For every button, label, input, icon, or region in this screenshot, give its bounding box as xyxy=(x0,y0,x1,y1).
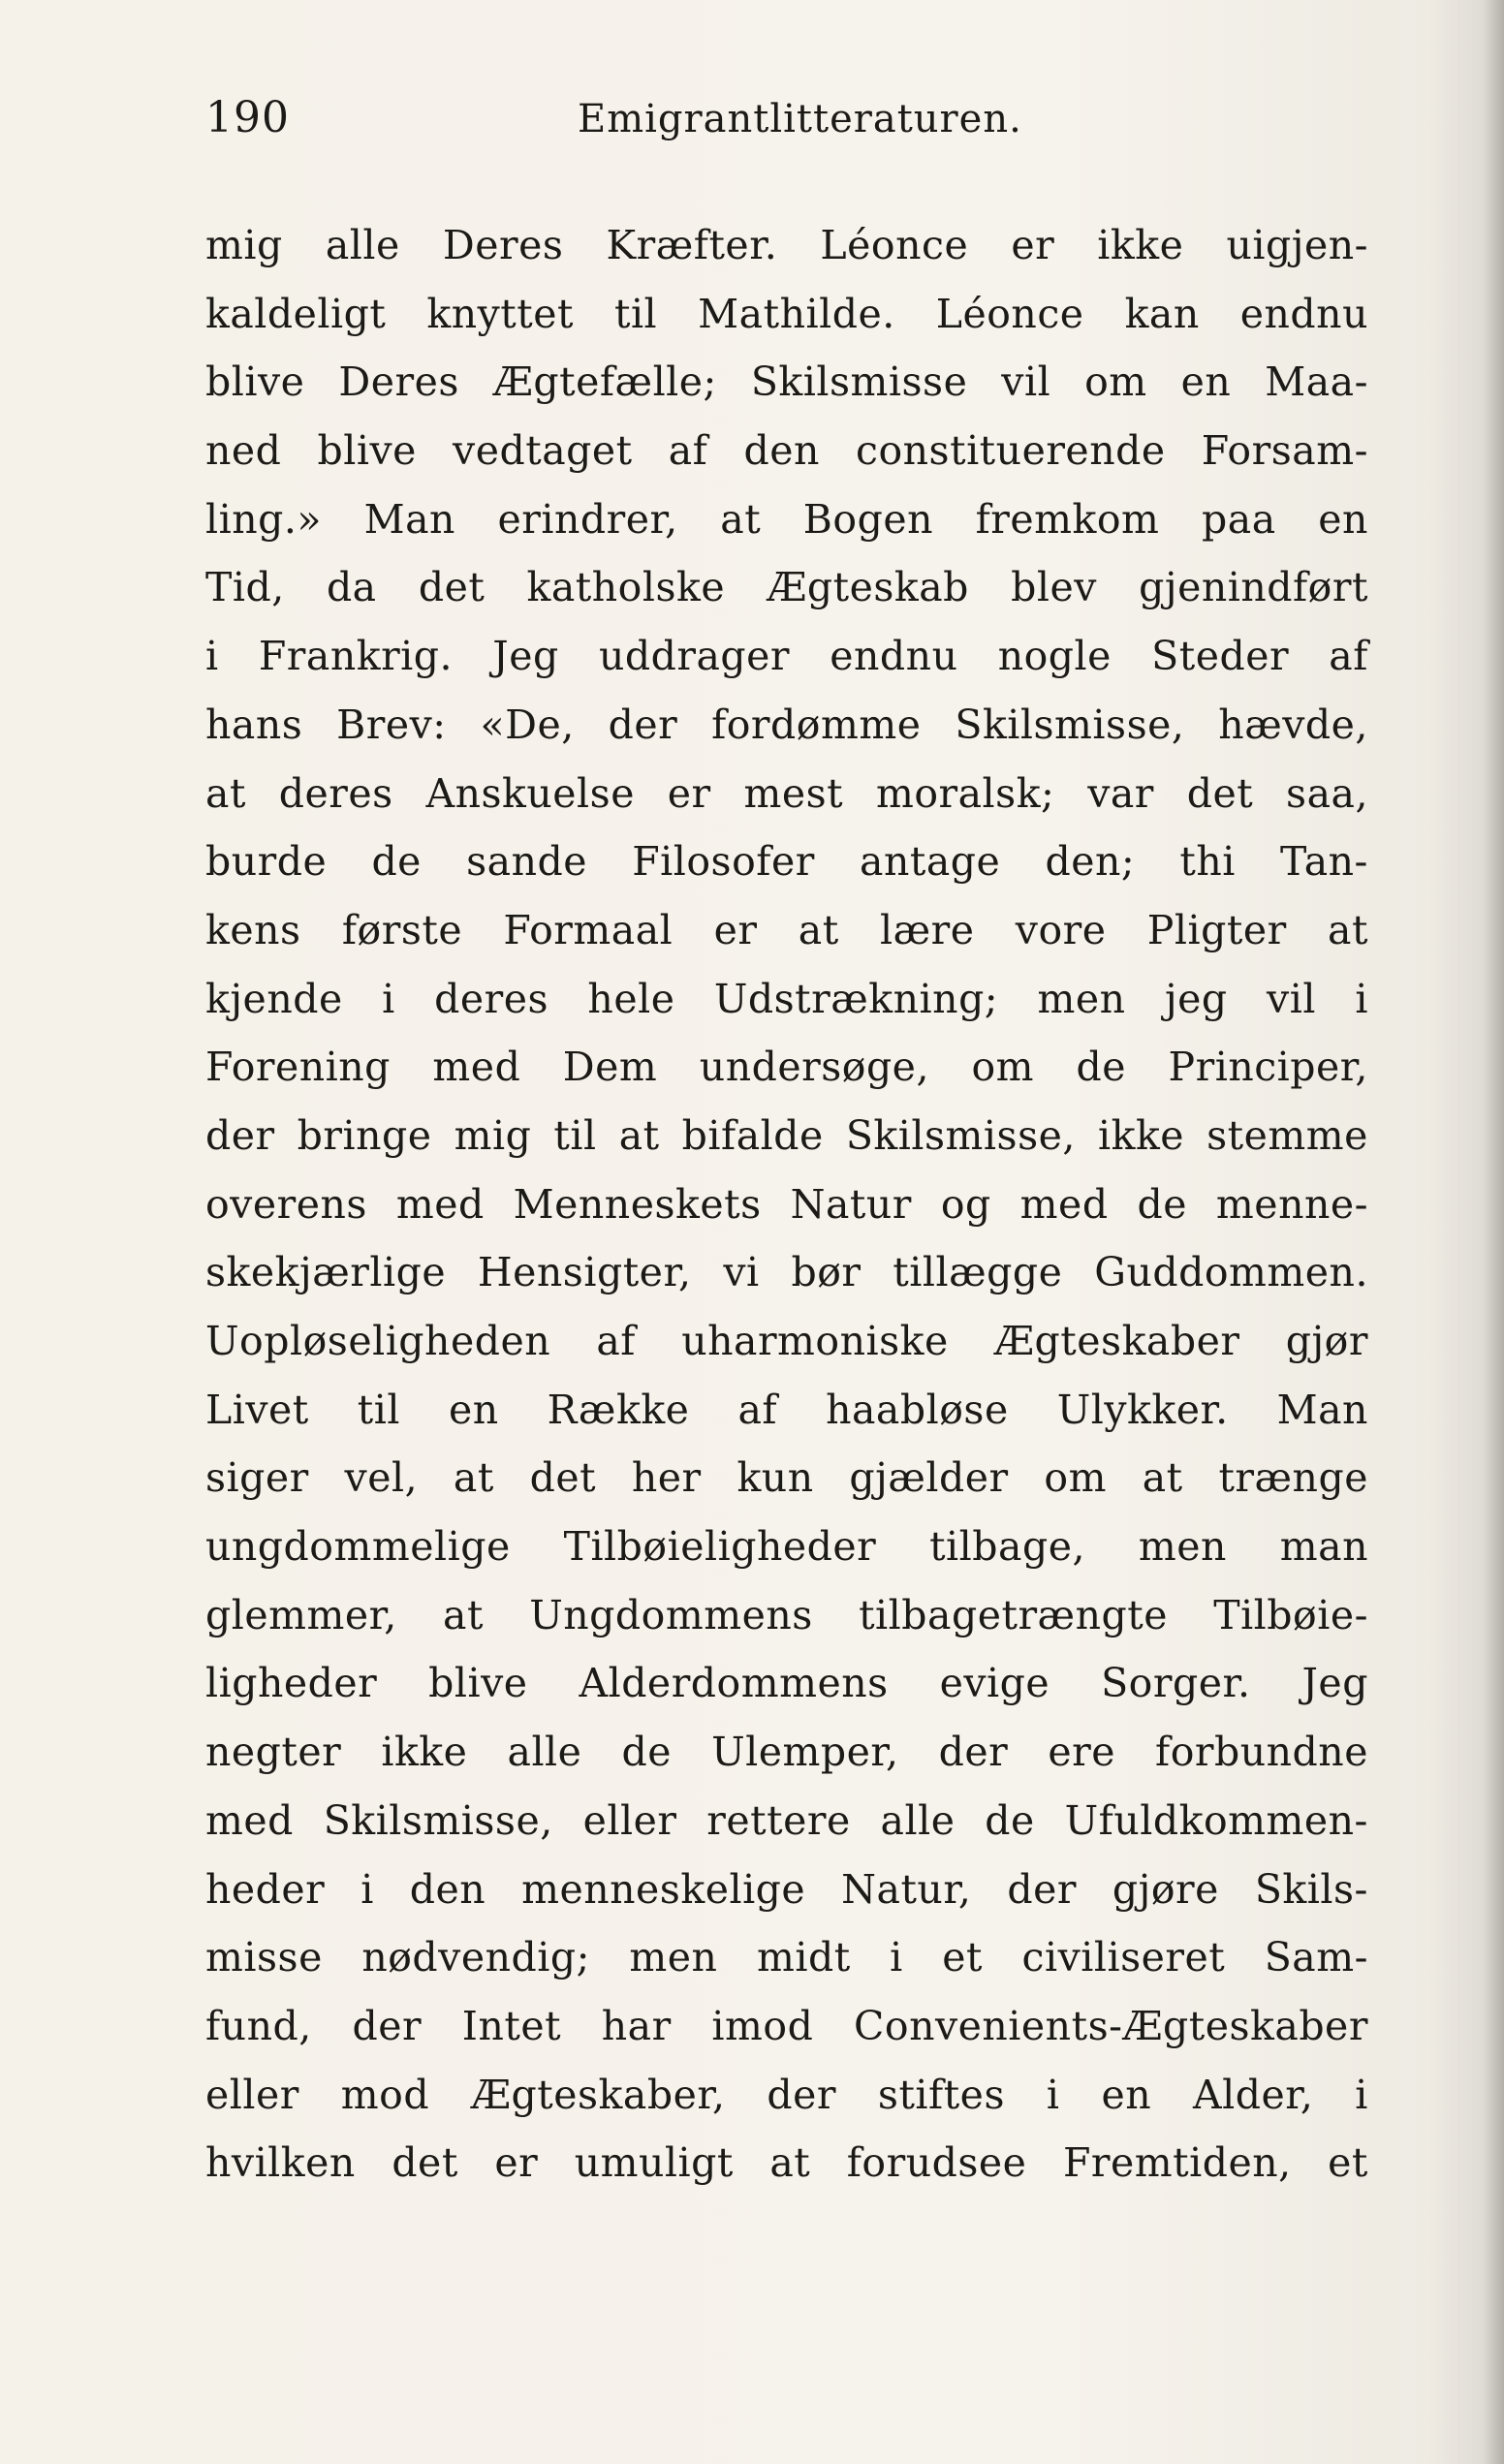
word: tilbagetrængte xyxy=(859,1591,1168,1638)
word: uigjen- xyxy=(1226,222,1368,268)
word: Pligter xyxy=(1146,906,1287,953)
word: Steder xyxy=(1151,633,1290,680)
word: til xyxy=(357,1386,400,1433)
word: om xyxy=(1084,359,1147,406)
word: Natur, xyxy=(841,1865,972,1913)
word: til xyxy=(553,1111,597,1159)
word: Tid, xyxy=(205,564,285,611)
word: Formaal xyxy=(503,906,674,953)
word: kan xyxy=(1124,290,1200,337)
word: at xyxy=(1328,906,1368,953)
word: Jeg xyxy=(1301,1660,1368,1707)
word: om xyxy=(971,1044,1035,1091)
word: vi xyxy=(723,1249,760,1296)
word: og xyxy=(940,1180,991,1228)
word: Forsam- xyxy=(1201,427,1368,475)
word: vel, xyxy=(344,1454,419,1502)
word: Række xyxy=(547,1386,690,1433)
word: af xyxy=(737,1386,778,1433)
word: i xyxy=(1046,2071,1060,2118)
word: de xyxy=(371,838,422,886)
text-line xyxy=(205,622,1368,691)
word: en xyxy=(1318,495,1368,543)
word: Ægteskaber xyxy=(994,1318,1240,1364)
word: Udstrækning; xyxy=(713,975,999,1022)
word: deres xyxy=(278,769,393,817)
word: Menneskets xyxy=(513,1180,762,1228)
word: constituerende xyxy=(856,427,1166,475)
text-line xyxy=(205,965,1368,1034)
word: men xyxy=(1138,1523,1227,1571)
word: ere xyxy=(1048,1729,1115,1776)
running-title: Emigrantlitteraturen. xyxy=(578,97,1022,141)
text-line xyxy=(205,485,1368,554)
word: trænge xyxy=(1218,1454,1368,1502)
word: i xyxy=(1355,975,1368,1022)
word: at xyxy=(769,2139,811,2187)
text-line xyxy=(205,211,1368,280)
word: haabløse xyxy=(826,1386,1009,1433)
word: thi xyxy=(1179,838,1236,886)
word: Livet xyxy=(205,1386,309,1433)
word: er xyxy=(713,906,758,953)
word: misse xyxy=(205,1934,323,1981)
word: stemme xyxy=(1206,1111,1368,1159)
word: det xyxy=(529,1454,597,1502)
word: fordømme xyxy=(711,701,922,748)
word: Uopløseligheden xyxy=(205,1318,551,1364)
word: evige xyxy=(939,1660,1050,1707)
word: eller xyxy=(582,1796,677,1844)
word: glemmer, xyxy=(205,1591,397,1638)
word: gjenindført xyxy=(1139,564,1368,611)
text-line xyxy=(205,1787,1368,1856)
word: Ægtefælle; xyxy=(492,359,717,406)
word: i xyxy=(382,975,395,1022)
word: Sam- xyxy=(1264,1934,1368,1981)
word: Man xyxy=(1276,1386,1368,1433)
word: Skils- xyxy=(1254,1865,1368,1913)
word: at xyxy=(618,1111,660,1159)
text-line xyxy=(205,2129,1368,2198)
word: Convenients-Ægteskaber xyxy=(854,2002,1368,2049)
word: siger xyxy=(205,1454,309,1502)
text-line xyxy=(205,827,1368,896)
word: Ufuldkommen- xyxy=(1064,1796,1368,1844)
word: forbundne xyxy=(1155,1729,1368,1776)
word: uharmoniske xyxy=(681,1318,949,1364)
text-line xyxy=(205,280,1368,349)
word: endnu xyxy=(1239,290,1368,337)
word: der xyxy=(938,1729,1009,1776)
text-line xyxy=(205,348,1368,417)
word: vore xyxy=(1015,906,1107,953)
word: en xyxy=(1180,359,1232,406)
word: Skilsmisse xyxy=(750,359,968,406)
word: Sorger. xyxy=(1101,1660,1251,1707)
word: Guddommen. xyxy=(1094,1249,1368,1296)
word: alle xyxy=(507,1729,582,1776)
word: at xyxy=(798,906,839,953)
word: der xyxy=(767,2071,836,2118)
word: uddrager xyxy=(598,633,791,680)
word: at xyxy=(720,495,762,543)
word: umuligt xyxy=(574,2139,734,2187)
word: den xyxy=(409,1865,486,1913)
word: Tilbøie- xyxy=(1213,1591,1368,1638)
word: Frankrig. xyxy=(258,633,454,680)
word: første xyxy=(341,906,463,953)
word: bringe xyxy=(297,1111,432,1159)
word: Natur xyxy=(790,1180,912,1228)
word: ikke xyxy=(1097,222,1184,268)
word: der xyxy=(205,1111,275,1159)
text-line xyxy=(205,1992,1368,2061)
word: blive xyxy=(317,427,417,475)
word: gjælder xyxy=(849,1454,1009,1502)
text-line xyxy=(205,896,1368,965)
text-line xyxy=(205,1444,1368,1513)
text-line xyxy=(205,1718,1368,1787)
word: der xyxy=(1007,1865,1077,1913)
word: ungdommelige xyxy=(205,1523,511,1571)
word: «De, xyxy=(480,701,575,748)
text-line xyxy=(205,553,1368,622)
word: Ungdommens xyxy=(529,1591,813,1638)
word: antage xyxy=(860,838,1001,886)
word: deres xyxy=(434,975,549,1022)
word: forudsee xyxy=(846,2139,1027,2187)
running-head xyxy=(205,93,1368,151)
word: at xyxy=(443,1591,484,1638)
word: kens xyxy=(205,906,301,953)
word: Brev: xyxy=(336,701,447,748)
word: Ægteskaber, xyxy=(470,2071,726,2118)
word: i xyxy=(205,633,219,680)
word: negter xyxy=(205,1729,342,1776)
word: her xyxy=(631,1454,702,1502)
word: saa, xyxy=(1286,769,1368,817)
word: de xyxy=(621,1729,673,1776)
word: knyttet xyxy=(426,290,574,337)
word: man xyxy=(1279,1523,1368,1571)
word: alle xyxy=(880,1796,956,1844)
page-edge-shadow xyxy=(1483,0,1504,2464)
word: fremkom xyxy=(975,495,1160,543)
word: Skilsmisse, xyxy=(845,1111,1076,1159)
word: i xyxy=(890,1934,903,1981)
text-line xyxy=(205,1102,1368,1170)
word: vil xyxy=(1267,975,1316,1022)
word: erindrer, xyxy=(497,495,678,543)
word: en xyxy=(1101,2071,1152,2118)
word: mig xyxy=(454,1111,532,1159)
word: et xyxy=(1328,2139,1368,2187)
word: har xyxy=(601,2002,672,2049)
page-number: 190 xyxy=(205,93,290,142)
word: Forening xyxy=(205,1044,391,1091)
text-line xyxy=(205,417,1368,485)
word: i xyxy=(1355,2071,1368,2118)
word: tilbage, xyxy=(929,1523,1086,1571)
word: Bogen xyxy=(802,495,933,543)
text-line xyxy=(205,1307,1368,1376)
word: er xyxy=(667,769,711,817)
word: men xyxy=(629,1934,718,1981)
word: nogle xyxy=(997,633,1112,680)
word: bør xyxy=(791,1249,862,1296)
word: fund, xyxy=(205,2002,312,2049)
word: det xyxy=(1186,769,1254,817)
word: Skilsmisse, xyxy=(955,701,1185,748)
word: Ægteskab xyxy=(767,564,969,611)
word: nødvendig; xyxy=(361,1934,590,1981)
word: menne- xyxy=(1215,1180,1368,1228)
word: ikke xyxy=(1097,1111,1185,1159)
word: ling.» xyxy=(205,495,322,543)
word: heder xyxy=(205,1865,326,1913)
word: civiliseret xyxy=(1021,1934,1226,1981)
word: de xyxy=(1076,1044,1127,1091)
word: der xyxy=(608,701,678,748)
text-line xyxy=(205,1376,1368,1445)
word: kaldeligt xyxy=(205,290,387,337)
word: tillægge xyxy=(893,1249,1063,1296)
word: Anskuelse xyxy=(425,769,635,817)
word: bifalde xyxy=(681,1111,824,1159)
text-line xyxy=(205,1238,1368,1307)
word: en xyxy=(448,1386,499,1433)
word: kjende xyxy=(205,975,343,1022)
word: eller xyxy=(205,2071,299,2118)
text-line xyxy=(205,1581,1368,1650)
word: katholske xyxy=(526,564,726,611)
word: til xyxy=(613,290,658,337)
word: paa xyxy=(1202,495,1276,543)
word: hvilken xyxy=(205,2139,356,2187)
word: Principer, xyxy=(1168,1044,1368,1091)
word: kun xyxy=(736,1454,814,1502)
word: er xyxy=(1011,222,1055,268)
word: menneskelige xyxy=(521,1865,806,1913)
word: Skilsmisse, xyxy=(323,1796,553,1844)
word: Mathilde. xyxy=(698,290,895,337)
word: med xyxy=(395,1180,485,1228)
word: den; xyxy=(1045,838,1136,886)
word: Deres xyxy=(338,359,459,406)
word: gjør xyxy=(1285,1318,1368,1364)
word: moralsk; xyxy=(875,769,1055,817)
text-line xyxy=(205,2061,1368,2130)
text-line xyxy=(205,760,1368,828)
word: gjøre xyxy=(1112,1865,1219,1913)
word: Alderdommens xyxy=(579,1660,889,1707)
word: der xyxy=(352,2002,423,2049)
word: endnu xyxy=(830,633,958,680)
word: blive xyxy=(205,359,305,406)
word: da xyxy=(326,564,377,611)
word: den xyxy=(743,427,820,475)
word: med xyxy=(1019,1180,1109,1228)
word: de xyxy=(1137,1180,1187,1228)
word: det xyxy=(392,2139,458,2187)
word: af xyxy=(668,427,708,475)
word: hævde, xyxy=(1218,701,1368,748)
text-line xyxy=(205,1033,1368,1102)
word: overens xyxy=(205,1180,367,1228)
text-line xyxy=(205,1923,1368,1992)
word: ned xyxy=(205,427,282,475)
word: Ulemper, xyxy=(711,1729,899,1776)
word: stiftes xyxy=(877,2071,1005,2118)
text-line xyxy=(205,1856,1368,1924)
word: sande xyxy=(466,838,588,886)
word: hans xyxy=(205,701,303,748)
word: mod xyxy=(340,2071,430,2118)
text-line xyxy=(205,1513,1368,1581)
word: vil xyxy=(1001,359,1051,406)
word: blev xyxy=(1011,564,1097,611)
word: alle xyxy=(325,222,400,268)
word: men xyxy=(1037,975,1126,1022)
word: imod xyxy=(711,2002,814,2049)
word: Kræfter. xyxy=(606,222,778,268)
word: at xyxy=(1142,1454,1183,1502)
word: Man xyxy=(363,495,455,543)
word: af xyxy=(596,1318,636,1364)
word: rettere xyxy=(706,1796,851,1844)
word: blive xyxy=(428,1660,528,1707)
word: Hensigter, xyxy=(477,1249,692,1296)
word: skekjærlige xyxy=(205,1249,447,1296)
word: af xyxy=(1329,633,1368,680)
word: det xyxy=(418,564,486,611)
word: Alder, xyxy=(1193,2071,1314,2118)
word: Ulykker. xyxy=(1056,1386,1229,1433)
word: om xyxy=(1044,1454,1107,1502)
word: Tan- xyxy=(1280,838,1368,886)
word: ikke xyxy=(381,1729,468,1776)
word: med xyxy=(432,1044,521,1091)
word: de xyxy=(985,1796,1035,1844)
word: lære xyxy=(879,906,975,953)
word: jeg xyxy=(1164,975,1228,1022)
word: Intet xyxy=(461,2002,562,2049)
word: Deres xyxy=(442,222,564,268)
word: er xyxy=(494,2139,539,2187)
word: i xyxy=(360,1865,374,1913)
word: Filosofer xyxy=(632,838,815,886)
word: Jeg xyxy=(492,633,559,680)
text-line xyxy=(205,1649,1368,1718)
word: ligheder xyxy=(205,1660,378,1707)
word: mest xyxy=(743,769,844,817)
word: Léonce xyxy=(820,222,969,268)
word: burde xyxy=(205,838,328,886)
word: et xyxy=(942,1934,984,1981)
word: at xyxy=(453,1454,494,1502)
word: undersøge, xyxy=(699,1044,929,1091)
body-text xyxy=(205,211,1368,2198)
word: vedtaget xyxy=(453,427,633,475)
word: mig xyxy=(205,222,283,268)
word: Fremtiden, xyxy=(1062,2139,1292,2187)
word: med xyxy=(205,1796,294,1844)
word: midt xyxy=(756,1934,851,1981)
word: Léonce xyxy=(935,290,1084,337)
word: at xyxy=(205,769,246,817)
text-line xyxy=(205,1170,1368,1239)
word: Maa- xyxy=(1265,359,1368,406)
word: var xyxy=(1087,769,1154,817)
word: hele xyxy=(587,975,675,1022)
word: Dem xyxy=(562,1044,658,1091)
word: Tilbøieligheder xyxy=(563,1523,877,1571)
text-line xyxy=(205,691,1368,760)
